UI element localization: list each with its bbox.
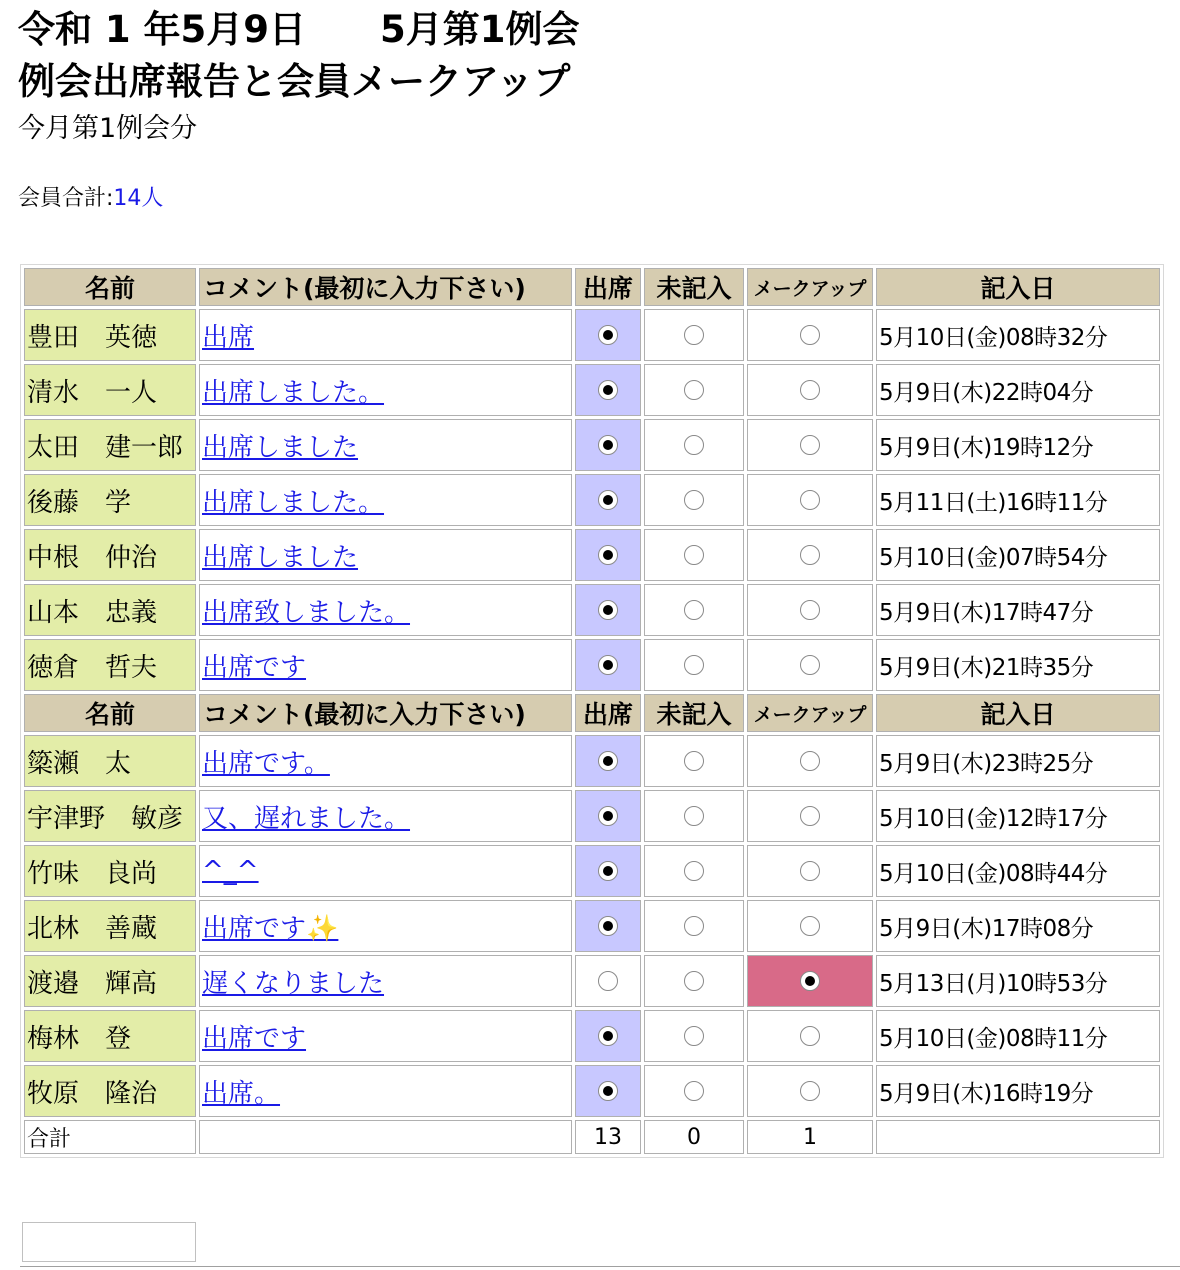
comment-cell bbox=[199, 1010, 572, 1062]
makeup-radio-cell bbox=[747, 735, 873, 787]
col-header-date: 記入日 bbox=[876, 268, 1160, 306]
attend-radio[interactable] bbox=[598, 1026, 618, 1046]
comment-link[interactable]: 出席しました bbox=[202, 432, 359, 463]
col-header-name: 名前 bbox=[24, 694, 196, 732]
totals-label: 合計 bbox=[24, 1120, 196, 1154]
blank-radio-cell bbox=[644, 845, 744, 897]
blank-radio-cell bbox=[644, 1065, 744, 1117]
entry-date: 5月11日(土)16時11分 bbox=[876, 474, 1160, 526]
makeup-radio-cell bbox=[747, 955, 873, 1007]
page-title-date: 令和 1 年5月9日 5月第1例会 bbox=[18, 8, 580, 51]
attend-radio-cell bbox=[575, 584, 641, 636]
comment-cell bbox=[199, 790, 572, 842]
member-name: 渡邉 輝高 bbox=[24, 955, 196, 1007]
makeup-radio[interactable] bbox=[800, 435, 820, 455]
makeup-radio-cell bbox=[747, 900, 873, 952]
entry-date: 5月9日(木)17時08分 bbox=[876, 900, 1160, 952]
blank-radio[interactable] bbox=[684, 380, 704, 400]
makeup-radio-cell bbox=[747, 474, 873, 526]
member-name: 太田 建一郎 bbox=[24, 419, 196, 471]
makeup-radio-cell bbox=[747, 309, 873, 361]
blank-radio[interactable] bbox=[684, 600, 704, 620]
makeup-radio[interactable] bbox=[800, 1026, 820, 1046]
member-name: 梅林 登 bbox=[24, 1010, 196, 1062]
makeup-radio[interactable] bbox=[800, 600, 820, 620]
makeup-radio[interactable] bbox=[800, 916, 820, 936]
entry-date: 5月9日(木)19時12分 bbox=[876, 419, 1160, 471]
attend-radio[interactable] bbox=[598, 435, 618, 455]
attend-radio-cell bbox=[575, 735, 641, 787]
comment-link[interactable]: 出席です bbox=[202, 652, 307, 683]
blank-radio[interactable] bbox=[684, 971, 704, 991]
makeup-radio-cell bbox=[747, 584, 873, 636]
makeup-radio[interactable] bbox=[800, 655, 820, 675]
member-row bbox=[24, 955, 1160, 1007]
member-total bbox=[18, 184, 163, 214]
member-row bbox=[24, 735, 1160, 787]
total-attend: 13 bbox=[575, 1120, 641, 1154]
comment-link[interactable]: 出席です✨ bbox=[202, 913, 339, 944]
attend-radio[interactable] bbox=[598, 751, 618, 771]
blank-radio[interactable] bbox=[684, 655, 704, 675]
member-name: 牧原 隆治 bbox=[24, 1065, 196, 1117]
blank-radio-cell bbox=[644, 309, 744, 361]
table-header-row bbox=[24, 268, 1160, 306]
table-header-row bbox=[24, 694, 1160, 732]
col-header-comment: コメント(最初に入力下さい) bbox=[199, 694, 572, 732]
blank-radio[interactable] bbox=[684, 1026, 704, 1046]
attendance-table bbox=[20, 264, 1164, 1158]
comment-cell bbox=[199, 419, 572, 471]
blank-radio-cell bbox=[644, 1010, 744, 1062]
makeup-radio-cell bbox=[747, 1065, 873, 1117]
comment-link[interactable]: 出席しました。 bbox=[202, 487, 385, 518]
col-header-blank: 未記入 bbox=[644, 694, 744, 732]
makeup-radio[interactable] bbox=[800, 380, 820, 400]
blank-radio-cell bbox=[644, 584, 744, 636]
blank-radio-cell bbox=[644, 955, 744, 1007]
entry-date: 5月9日(木)23時25分 bbox=[876, 735, 1160, 787]
bottom-empty-box bbox=[22, 1222, 196, 1262]
makeup-radio-cell bbox=[747, 1010, 873, 1062]
attend-radio-cell bbox=[575, 845, 641, 897]
blank-radio-cell bbox=[644, 419, 744, 471]
col-header-blank: 未記入 bbox=[644, 268, 744, 306]
member-row bbox=[24, 529, 1160, 581]
blank-radio[interactable] bbox=[684, 861, 704, 881]
totals-row bbox=[24, 1120, 1160, 1154]
blank-radio-cell bbox=[644, 790, 744, 842]
blank-radio[interactable] bbox=[684, 916, 704, 936]
member-row bbox=[24, 639, 1160, 691]
col-header-date: 記入日 bbox=[876, 694, 1160, 732]
attend-radio-cell bbox=[575, 474, 641, 526]
member-total-value: 14人 bbox=[113, 186, 164, 211]
comment-cell bbox=[199, 364, 572, 416]
total-blank: 0 bbox=[644, 1120, 744, 1154]
makeup-radio-cell bbox=[747, 364, 873, 416]
comment-cell bbox=[199, 639, 572, 691]
entry-date: 5月9日(木)22時04分 bbox=[876, 364, 1160, 416]
attend-radio[interactable] bbox=[598, 490, 618, 510]
member-name: 中根 仲治 bbox=[24, 529, 196, 581]
comment-link[interactable]: 出席しました。 bbox=[202, 377, 385, 408]
makeup-radio[interactable] bbox=[800, 490, 820, 510]
makeup-radio[interactable] bbox=[800, 806, 820, 826]
attend-radio-cell bbox=[575, 790, 641, 842]
attend-radio-cell bbox=[575, 955, 641, 1007]
entry-date: 5月9日(木)21時35分 bbox=[876, 639, 1160, 691]
member-row bbox=[24, 1010, 1160, 1062]
attendance-table-body bbox=[24, 268, 1160, 1154]
makeup-radio-cell bbox=[747, 845, 873, 897]
entry-date: 5月10日(金)08時44分 bbox=[876, 845, 1160, 897]
attend-radio-cell bbox=[575, 529, 641, 581]
member-row bbox=[24, 309, 1160, 361]
col-header-makeup: メークアップ bbox=[747, 694, 873, 732]
col-header-makeup: メークアップ bbox=[747, 268, 873, 306]
member-row bbox=[24, 474, 1160, 526]
entry-date: 5月10日(金)07時54分 bbox=[876, 529, 1160, 581]
attend-radio-cell bbox=[575, 639, 641, 691]
attend-radio[interactable] bbox=[598, 325, 618, 345]
comment-link[interactable]: 出席しました bbox=[202, 542, 359, 573]
total-makeup: 1 bbox=[747, 1120, 873, 1154]
blank-radio-cell bbox=[644, 364, 744, 416]
member-name: 徳倉 哲夫 bbox=[24, 639, 196, 691]
member-name: 竹味 良尚 bbox=[24, 845, 196, 897]
makeup-radio[interactable] bbox=[800, 545, 820, 565]
member-row bbox=[24, 845, 1160, 897]
member-name: 簗瀬 太 bbox=[24, 735, 196, 787]
makeup-radio[interactable] bbox=[800, 971, 820, 991]
comment-link[interactable]: 出席です bbox=[202, 1023, 307, 1054]
comment-link[interactable]: 出席です。 bbox=[202, 748, 330, 779]
attend-radio-cell bbox=[575, 309, 641, 361]
attend-radio-cell bbox=[575, 1065, 641, 1117]
entry-date: 5月10日(金)08時32分 bbox=[876, 309, 1160, 361]
blank-radio-cell bbox=[644, 529, 744, 581]
blank-radio[interactable] bbox=[684, 1081, 704, 1101]
attend-radio[interactable] bbox=[598, 545, 618, 565]
makeup-radio-cell bbox=[747, 790, 873, 842]
page-subtitle: 今月第1例会分 bbox=[18, 113, 198, 144]
entry-date: 5月10日(金)12時17分 bbox=[876, 790, 1160, 842]
totals-comment-blank bbox=[199, 1120, 572, 1154]
comment-cell bbox=[199, 529, 572, 581]
totals-date-blank bbox=[876, 1120, 1160, 1154]
member-row bbox=[24, 584, 1160, 636]
blank-radio-cell bbox=[644, 474, 744, 526]
attend-radio-cell bbox=[575, 1010, 641, 1062]
attend-radio-cell bbox=[575, 900, 641, 952]
member-row bbox=[24, 790, 1160, 842]
member-name: 山本 忠義 bbox=[24, 584, 196, 636]
comment-cell bbox=[199, 735, 572, 787]
page-title: 例会出席報告と会員メークアップ bbox=[18, 60, 571, 103]
blank-radio[interactable] bbox=[684, 806, 704, 826]
makeup-radio[interactable] bbox=[800, 751, 820, 771]
attend-radio-cell bbox=[575, 364, 641, 416]
makeup-radio-cell bbox=[747, 639, 873, 691]
comment-link[interactable]: ^_^ bbox=[202, 856, 259, 886]
attend-radio[interactable] bbox=[598, 806, 618, 826]
comment-link[interactable]: 出席 bbox=[202, 322, 255, 353]
member-total-label: 会員合計: bbox=[18, 186, 114, 211]
makeup-radio[interactable] bbox=[800, 861, 820, 881]
blank-radio-cell bbox=[644, 900, 744, 952]
col-header-attend: 出席 bbox=[575, 268, 641, 306]
blank-radio-cell bbox=[644, 735, 744, 787]
attend-radio[interactable] bbox=[598, 916, 618, 936]
blank-radio[interactable] bbox=[684, 435, 704, 455]
member-name: 豊田 英徳 bbox=[24, 309, 196, 361]
entry-date: 5月9日(木)17時47分 bbox=[876, 584, 1160, 636]
member-row bbox=[24, 419, 1160, 471]
col-header-attend: 出席 bbox=[575, 694, 641, 732]
makeup-radio-cell bbox=[747, 529, 873, 581]
blank-radio[interactable] bbox=[684, 325, 704, 345]
attend-radio-cell bbox=[575, 419, 641, 471]
comment-cell bbox=[199, 474, 572, 526]
comment-cell bbox=[199, 845, 572, 897]
member-name: 北林 善蔵 bbox=[24, 900, 196, 952]
attend-radio[interactable] bbox=[598, 971, 618, 991]
blank-radio[interactable] bbox=[684, 751, 704, 771]
comment-cell bbox=[199, 955, 572, 1007]
comment-cell bbox=[199, 309, 572, 361]
bottom-divider bbox=[20, 1266, 1180, 1267]
member-name: 清水 一人 bbox=[24, 364, 196, 416]
blank-radio[interactable] bbox=[684, 490, 704, 510]
comment-cell bbox=[199, 584, 572, 636]
attend-radio[interactable] bbox=[598, 600, 618, 620]
comment-cell bbox=[199, 1065, 572, 1117]
member-row bbox=[24, 900, 1160, 952]
entry-date: 5月13日(月)10時53分 bbox=[876, 955, 1160, 1007]
attend-radio[interactable] bbox=[598, 655, 618, 675]
col-header-comment: コメント(最初に入力下さい) bbox=[199, 268, 572, 306]
member-name: 宇津野 敏彦 bbox=[24, 790, 196, 842]
comment-cell bbox=[199, 900, 572, 952]
comment-link[interactable]: 出席致しました。 bbox=[202, 597, 411, 628]
comment-link[interactable]: 又、遅れました。 bbox=[202, 803, 411, 834]
attend-radio[interactable] bbox=[598, 380, 618, 400]
comment-link[interactable]: 出席。 bbox=[202, 1078, 281, 1109]
member-name: 後藤 学 bbox=[24, 474, 196, 526]
entry-date: 5月9日(木)16時19分 bbox=[876, 1065, 1160, 1117]
member-row bbox=[24, 364, 1160, 416]
entry-date: 5月10日(金)08時11分 bbox=[876, 1010, 1160, 1062]
attend-radio[interactable] bbox=[598, 1081, 618, 1101]
blank-radio[interactable] bbox=[684, 545, 704, 565]
col-header-name: 名前 bbox=[24, 268, 196, 306]
blank-radio-cell bbox=[644, 639, 744, 691]
attend-radio[interactable] bbox=[598, 861, 618, 881]
makeup-radio-cell bbox=[747, 419, 873, 471]
makeup-radio[interactable] bbox=[800, 1081, 820, 1101]
member-row bbox=[24, 1065, 1160, 1117]
makeup-radio[interactable] bbox=[800, 325, 820, 345]
comment-link[interactable]: 遅くなりました bbox=[202, 968, 385, 999]
